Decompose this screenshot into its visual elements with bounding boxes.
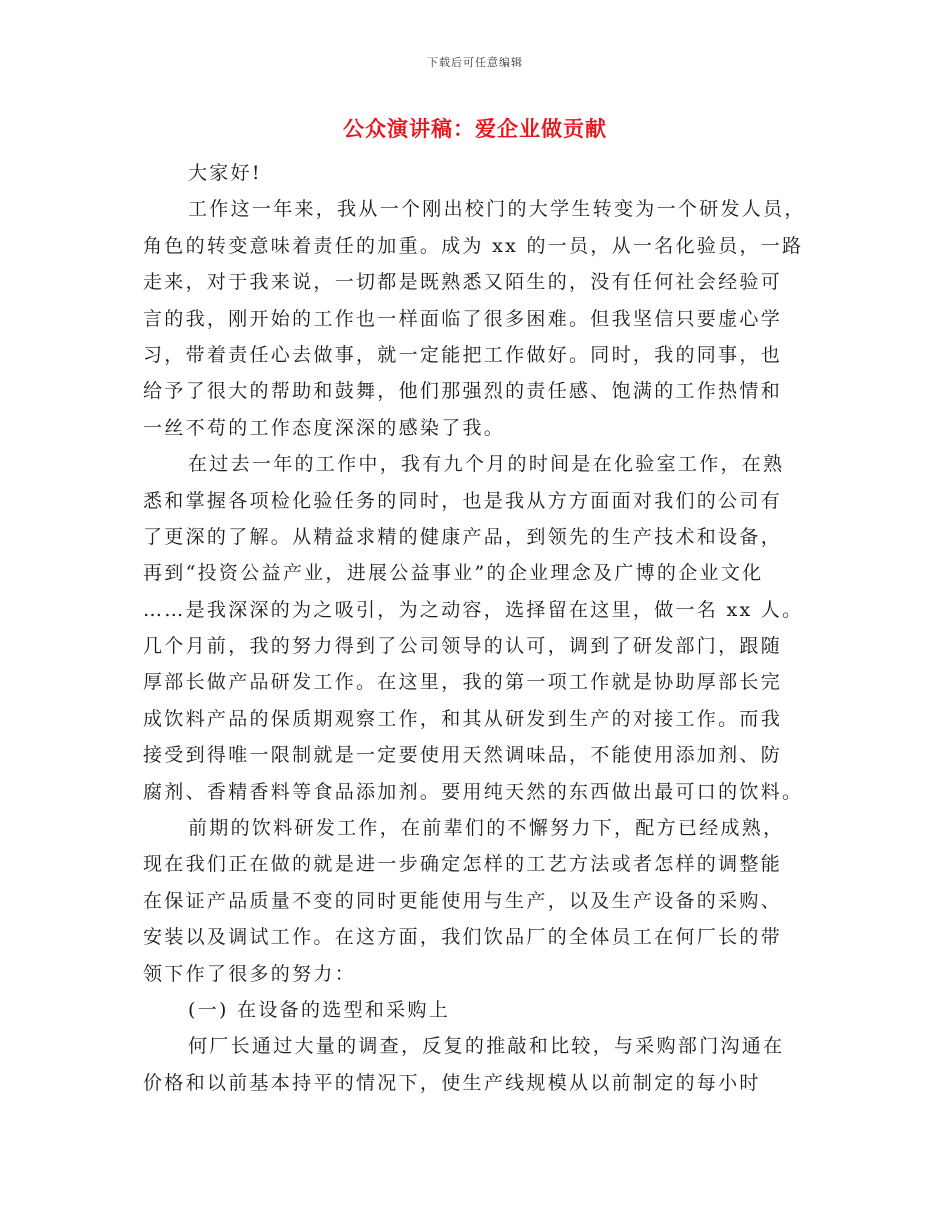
paragraph-2-line: 厚部长做产品研发工作。在这里，我的第一项工作就是协助厚部长完 (143, 671, 783, 694)
paragraph-3-line: 现在我们正在做的就是进一步确定怎样的工艺方法或者怎样的调整能 (143, 853, 783, 876)
paragraph-3-line: 在保证产品质量不变的同时更能使用与生产，以及生产设备的采购、 (143, 889, 783, 912)
paragraph-2-line: ……是我深深的为之吸引，为之动容，选择留在这里，做一名 xx 人。 (143, 598, 804, 621)
paragraph-1-line: 角色的转变意味着责任的加重。成为 xx 的一员，从一名化验员，一路 (143, 234, 804, 257)
paragraph-2-line: 悉和掌握各项检化验任务的同时，也是我从方方面面对我们的公司有 (143, 489, 783, 512)
paragraph-1-line: 走来，对于我来说，一切都是既熟悉又陌生的，没有任何社会经验可 (143, 271, 783, 294)
paragraph-1-line: 习，带着责任心去做事，就一定能把工作做好。同时，我的同事，也 (143, 343, 783, 366)
paragraph-3-line: 安装以及调试工作。在这方面，我们饮品厂的全体员工在何厂长的带 (143, 926, 783, 949)
paragraph-2-line: 再到“投资公益产业，进展公益事业”的企业理念及广博的企业文化 (143, 562, 764, 585)
greeting-line: 大家好! (188, 162, 262, 184)
paragraph-4-line: 价格和以前基本持平的情况下，使生产线规模从以前制定的每小时 (143, 1071, 761, 1094)
paragraph-2-line: 成饮料产品的保质期观察工作，和其从研发到生产的对接工作。而我 (143, 707, 783, 730)
paragraph-3-line: 领下作了很多的努力： (143, 962, 357, 985)
paragraph-1-line: 一丝不苟的工作态度深深的感染了我。 (143, 416, 506, 439)
paragraph-3-line: 前期的饮料研发工作，在前辈们的不懈努力下，配方已经成熟， (188, 817, 785, 840)
paragraph-2-line: 了更深的了解。从精益求精的健康产品，到领先的生产技术和设备， (143, 525, 783, 548)
paragraph-1-line: 给予了很大的帮助和鼓舞，他们那强烈的责任感、饱满的工作热情和 (143, 380, 783, 403)
section-heading: (一) 在设备的选型和采购上 (188, 998, 451, 1021)
header-note: 下载后可任意编辑 (427, 56, 523, 69)
document-title: 公众演讲稿：爱企业做贡献 (343, 116, 607, 141)
paragraph-1-line: 工作这一年来，我从一个刚出校门的大学生转变为一个研发人员， (188, 198, 806, 221)
paragraph-1-line: 言的我，刚开始的工作也一样面临了很多困难。但我坚信只要虚心学 (143, 307, 783, 330)
paragraph-2-line: 接受到得唯一限制就是一定要使用天然调味品，不能使用添加剂、防 (143, 744, 783, 767)
document-body (143, 155, 806, 1101)
paragraph-2-line: 腐剂、香精香料等食品添加剂。要用纯天然的东西做出最可口的饮料。 (143, 780, 804, 803)
paragraph-2-line: 在过去一年的工作中，我有九个月的时间是在化验室工作，在熟 (188, 453, 785, 476)
paragraph-2-line: 几个月前，我的努力得到了公司领导的认可，调到了研发部门，跟随 (143, 635, 783, 658)
paragraph-4-line: 何厂长通过大量的调查，反复的推敲和比较，与采购部门沟通在 (188, 1035, 785, 1058)
